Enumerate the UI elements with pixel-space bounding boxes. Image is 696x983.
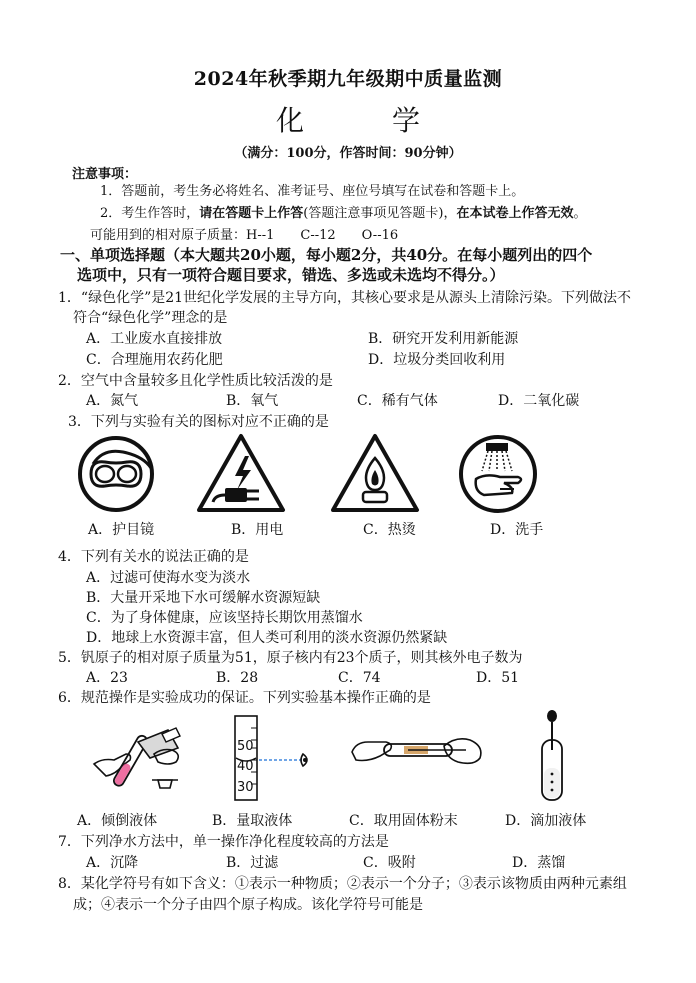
q3-option-d: D．洗手 xyxy=(490,522,544,538)
notes-heading: 注意事项： xyxy=(72,167,138,182)
section-heading-line1: 一、单项选择题（本大题共20小题，每小题2分，共40分。在每小题列出的四个 xyxy=(60,246,593,264)
goggles-icon xyxy=(73,434,159,514)
q3-option-b: B．用电 xyxy=(231,522,284,538)
cylinder-scale-30: 30 xyxy=(237,780,254,795)
q5-option-d: D．51 xyxy=(476,670,520,686)
note-item-2-prefix: 2．考生作答时， xyxy=(100,206,200,221)
q3-stem: 3．下列与实验有关的图标对应不正确的是 xyxy=(68,414,329,430)
q8-stem-line2: 成；④表示一个分子由四个原子构成。该化学符号可能是 xyxy=(73,897,423,913)
q1-stem-line2: 符合“绿色化学”理念的是 xyxy=(73,310,228,326)
q2-stem: 2．空气中含量较多且化学性质比较活泼的是 xyxy=(58,373,333,389)
q5-option-b: B．28 xyxy=(216,670,259,686)
exam-title: 2024年秋季期九年级期中质量监测 xyxy=(193,68,503,90)
hand-wash-icon xyxy=(456,433,540,515)
note-item-2-bold2: 在本试卷上作答无效 xyxy=(456,206,574,221)
note-item-2 xyxy=(100,202,586,221)
note-item-2-end: 。 xyxy=(573,206,587,221)
solid-powder-figure xyxy=(348,726,488,776)
q1-option-d: D．垃圾分类回收利用 xyxy=(368,352,506,368)
q4-option-d: D．地球上水资源丰富，但人类可利用的淡水资源仍然紧缺 xyxy=(86,630,448,646)
q7-stem: 7．下列净水方法中，单一操作净化程度较高的方法是 xyxy=(58,834,389,850)
q7-option-a: A．沉降 xyxy=(86,855,139,871)
note-item-1: 1．答题前，考生务必将姓名、准考证号、座位号填写在试卷和答题卡上。 xyxy=(100,184,525,199)
q5-option-c: C．74 xyxy=(338,670,381,686)
q5-stem: 5．钒原子的相对原子质量为51，原子核内有23个质子，则其核外电子数为 xyxy=(58,650,523,666)
q7-option-c: C．吸附 xyxy=(363,855,416,871)
drop-liquid-figure xyxy=(532,708,572,804)
electricity-icon xyxy=(195,432,287,514)
q5-option-a: A．23 xyxy=(86,670,128,686)
q7-option-d: D．蒸馏 xyxy=(512,855,566,871)
q4-stem: 4．下列有关水的说法正确的是 xyxy=(58,549,249,565)
q6-option-d: D．滴加液体 xyxy=(505,813,587,829)
cylinder-scale-40: 40 xyxy=(237,759,254,774)
section-heading-line2: 选项中，只有一项符合题目要求，错选、多选或未选均不得分。） xyxy=(77,266,505,284)
q7-option-b: B．过滤 xyxy=(226,855,279,871)
q2-option-d: D．二氧化碳 xyxy=(498,393,580,409)
q1-option-c: C．合理施用农药化肥 xyxy=(86,352,223,368)
subject-title: 化 学 xyxy=(275,104,450,137)
q4-option-a: A．过滤可使海水变为淡水 xyxy=(86,570,251,586)
q4-option-c: C．为了身体健康，应该坚持长期饮用蒸馏水 xyxy=(86,610,363,626)
q3-option-c: C．热烫 xyxy=(363,522,416,538)
q8-stem-line1: 8．某化学符号有如下含义：①表示一种物质；②表示一个分子；③表示该物质由两种元素组 xyxy=(58,876,627,892)
note-item-2-mid: (答题注意事项见答题卡)， xyxy=(303,206,457,221)
pour-liquid-figure xyxy=(92,714,202,804)
note-item-2-bold: 请在答题卡上作答 xyxy=(199,206,304,221)
q6-stem: 6．规范操作是实验成功的保证。下列实验基本操作正确的是 xyxy=(58,690,431,706)
q3-option-a: A．护目镜 xyxy=(88,522,155,538)
heat-burn-icon xyxy=(329,432,421,514)
q2-option-b: B．氧气 xyxy=(226,393,279,409)
q2-option-c: C．稀有气体 xyxy=(357,393,438,409)
q2-option-a: A．氮气 xyxy=(86,393,139,409)
q1-option-b: B．研究开发利用新能源 xyxy=(368,331,519,347)
q4-option-b: B．大量开采地下水可缓解水资源短缺 xyxy=(86,590,321,606)
q1-stem-line1: 1．“绿色化学”是21世纪化学发展的主导方向，其核心要求是从源头上清除污染。下列做法不 xyxy=(58,290,632,306)
cylinder-scale-50: 50 xyxy=(237,739,254,754)
q6-option-a: A．倾倒液体 xyxy=(77,813,158,829)
q1-option-a: A．工业废水直接排放 xyxy=(86,331,223,347)
score-line: （满分：100分，作答时间：90分钟） xyxy=(234,146,462,161)
atomic-masses: 可能用到的相对原子质量：H--1 C--12 O--16 xyxy=(90,228,399,243)
q6-option-c: C．取用固体粉末 xyxy=(349,813,458,829)
q6-option-b: B．量取液体 xyxy=(212,813,293,829)
